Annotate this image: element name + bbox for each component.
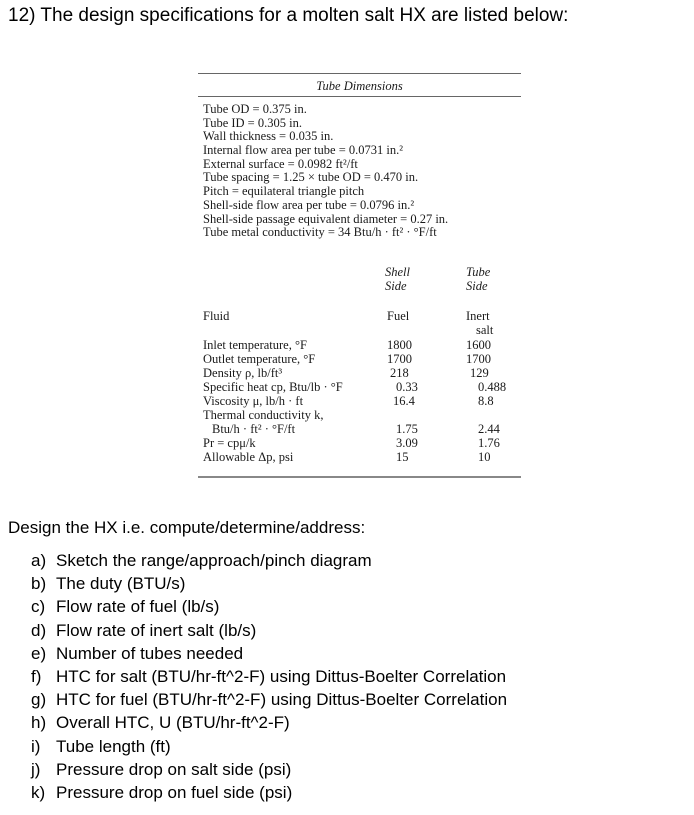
cell-shell: 1700 bbox=[387, 352, 412, 366]
cell-tube: 1700 bbox=[466, 352, 491, 366]
cell-shell: 1.75 bbox=[396, 422, 418, 436]
task-item bbox=[31, 758, 507, 781]
task-item bbox=[31, 572, 507, 595]
table-rule-bottom bbox=[198, 476, 521, 478]
tube-dimensions-list bbox=[203, 103, 448, 240]
spec-table-figure bbox=[198, 72, 521, 477]
cell-shell: 3.09 bbox=[396, 436, 418, 450]
row-label: Pr = cpμ/k bbox=[203, 436, 256, 450]
task-text: Flow rate of inert salt (lb/s) bbox=[56, 620, 257, 640]
dimension-line: Tube OD = 0.375 in. bbox=[203, 102, 307, 116]
row-label: Density ρ, lb/ft³ bbox=[203, 366, 283, 380]
task-letter: k) bbox=[31, 782, 46, 802]
task-text: The duty (BTU/s) bbox=[56, 574, 186, 594]
table-heading: Tube Dimensions bbox=[316, 79, 403, 93]
dimension-line: Tube ID = 0.305 in. bbox=[203, 115, 302, 130]
dimension-line: Shell-side passage equivalent diameter = 0.27 in. bbox=[203, 211, 449, 226]
task-letter: b) bbox=[31, 574, 47, 594]
column-header-tube-side bbox=[466, 265, 490, 293]
cell-tube: 129 bbox=[470, 366, 489, 380]
dimension-line: Pitch = equilateral triangle pitch bbox=[203, 184, 365, 199]
task-item bbox=[31, 549, 507, 572]
task-text: Overall HTC, U (BTU/hr-ft^2-F) bbox=[56, 713, 290, 733]
cell-shell: 16.4 bbox=[393, 394, 415, 408]
task-letter: c) bbox=[31, 597, 46, 617]
task-letter: h) bbox=[31, 713, 47, 733]
task-letter: f) bbox=[31, 666, 42, 686]
task-text: Number of tubes needed bbox=[56, 643, 244, 663]
task-item bbox=[31, 619, 507, 642]
row-label: Fluid bbox=[203, 309, 230, 323]
table-rule-heading bbox=[198, 96, 521, 97]
dimension-line: External surface = 0.0982 ft²/ft bbox=[203, 156, 358, 171]
row-label: Inlet temperature, °F bbox=[203, 338, 307, 352]
column-header-shell-side bbox=[385, 265, 410, 293]
task-text: Pressure drop on fuel side (psi) bbox=[56, 782, 293, 802]
task-item bbox=[31, 595, 507, 618]
column-header-line: Tube bbox=[466, 265, 491, 279]
cell-tube: 2.44 bbox=[478, 422, 500, 436]
column-header-line: Shell bbox=[385, 265, 410, 279]
question-title: 12) The design specifications for a molten salt HX are listed below: bbox=[8, 5, 569, 26]
cell-tube: 1600 bbox=[466, 338, 491, 352]
task-letter: a) bbox=[31, 551, 47, 570]
task-text: Tube length (ft) bbox=[56, 736, 171, 756]
dimension-line: Shell-side flow area per tube = 0.0796 in.² bbox=[203, 197, 415, 212]
task-item bbox=[31, 735, 507, 758]
cell-shell: 1800 bbox=[387, 338, 412, 352]
cell-tube: 0.488 bbox=[478, 380, 507, 394]
task-item bbox=[31, 665, 507, 688]
dimension-line: Internal flow area per tube = 0.0731 in.² bbox=[203, 143, 403, 158]
dimension-line: Tube spacing = 1.25 × tube OD = 0.470 in. bbox=[203, 170, 419, 185]
task-text: Pressure drop on salt side (psi) bbox=[56, 759, 292, 779]
row-label: Specific heat cp, Btu/lb · °F bbox=[203, 380, 343, 394]
task-item bbox=[31, 781, 507, 804]
row-label: Outlet temperature, °F bbox=[203, 352, 316, 366]
task-text: HTC for salt (BTU/hr-ft^2-F) using Dittus-Boelter Correlation bbox=[56, 666, 507, 686]
dimension-line: Wall thickness = 0.035 in. bbox=[203, 129, 334, 144]
task-letter: g) bbox=[31, 690, 47, 710]
task-item bbox=[31, 711, 507, 734]
cell-tube-cont: salt bbox=[476, 323, 494, 337]
row-label: Viscosity μ, lb/h · ft bbox=[203, 394, 304, 408]
cell-tube: 8.8 bbox=[478, 394, 494, 408]
task-list bbox=[31, 549, 507, 804]
task-text: Sketch the range/approach/pinch diagram bbox=[56, 551, 372, 570]
task-text: Flow rate of fuel (lb/s) bbox=[56, 597, 220, 617]
column-header-line: Side bbox=[466, 279, 488, 293]
table-rule-top bbox=[198, 73, 521, 74]
task-text: HTC for fuel (BTU/hr-ft^2-F) using Dittus-Boelter Correlation bbox=[56, 690, 508, 710]
cell-tube: 10 bbox=[478, 450, 491, 464]
design-heading: Design the HX i.e. compute/determine/address: bbox=[8, 518, 366, 537]
cell-tube: 1.76 bbox=[478, 436, 500, 450]
task-letter: e) bbox=[31, 643, 47, 663]
task-letter: d) bbox=[31, 620, 47, 640]
row-label: Thermal conductivity k, bbox=[203, 408, 324, 422]
row-label-cont: Btu/h · ft² · °F/ft bbox=[212, 422, 296, 436]
cell-tube: Inert bbox=[466, 309, 490, 323]
task-letter: i) bbox=[31, 736, 41, 756]
dimension-line: Tube metal conductivity = 34 Btu/h · ft² · °F/ft bbox=[203, 225, 437, 240]
cell-shell: Fuel bbox=[387, 309, 410, 323]
cell-shell: 0.33 bbox=[396, 380, 418, 394]
task-item bbox=[31, 642, 507, 665]
cell-shell: 15 bbox=[396, 450, 409, 464]
column-header-line: Side bbox=[385, 279, 407, 293]
cell-shell: 218 bbox=[390, 366, 409, 380]
row-label: Allowable Δp, psi bbox=[203, 450, 294, 464]
task-item bbox=[31, 688, 507, 711]
task-letter: j) bbox=[31, 759, 41, 779]
